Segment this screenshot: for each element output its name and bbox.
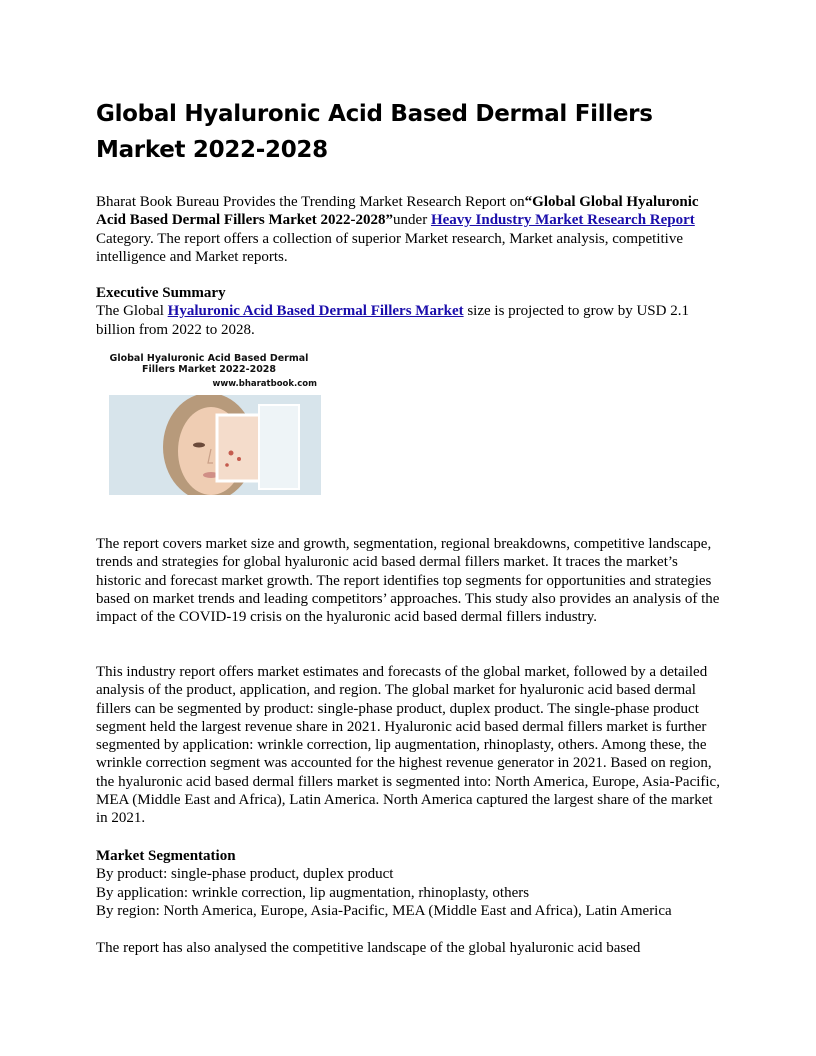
- category-link[interactable]: Heavy Industry Market Research Report: [430, 212, 695, 229]
- intro-paragraph: [96, 193, 724, 266]
- face-illustration: [109, 395, 321, 495]
- page-title: Global Hyaluronic Acid Based Dermal Fillers Market 2022-2028: [96, 101, 653, 163]
- exec-summary-prefix: The Global: [96, 303, 168, 320]
- cover-photo: [109, 395, 321, 495]
- intro-prefix: Bharat Book Bureau Provides the Trending Market Research Report on: [96, 194, 525, 210]
- report-cover-image: [97, 349, 321, 495]
- intro-suffix: Category. The report offers a collection of superior Market research, Market analysis, competitive intelligence and Market reports.: [96, 230, 684, 265]
- segmentation-line: By product: single-phase product, duplex product: [96, 866, 394, 883]
- segmentation-line: By region: North America, Europe, Asia-Pacific, MEA (Middle East and Africa), Latin America: [96, 902, 672, 919]
- analysis-paragraph: [96, 663, 724, 828]
- exec-summary-suffix: size is projected to grow by USD 2.1 billion from 2022 to 2028.: [96, 303, 689, 338]
- cover-url: www.bharatbook.com: [212, 379, 317, 389]
- cover-title: Global Hyaluronic Acid Based Dermal Fillers Market 2022-2028: [109, 353, 309, 375]
- segmentation-line: By application: wrinkle correction, lip augmentation, rhinoplasty, others: [96, 884, 530, 901]
- paragraph-text: This industry report offers market estimates and forecasts of the global market, followed by a detailed analysis of the product, application, and region. The global market for hyaluronic acid based dermal fillers can be segmented by product: single-phase product, duplex product. The single-phase product segment held the largest revenue share in 2021. Hyaluronic acid based dermal fillers market is further segmented by application: wrinkle correction, lip augmentation, rhinoplasty, others. Among these, the wrinkle correction segment was accounted for the highest revenue generator in 2021. Based on region, the hyaluronic acid based dermal fillers market is segmented into: North America, Europe, Asia-Pacific, MEA (Middle East and Africa), Latin America. North America captured the largest share of the market in 2021.: [96, 664, 720, 827]
- executive-summary-section: [96, 284, 724, 339]
- executive-summary-heading: Executive Summary: [96, 285, 226, 301]
- segmentation-heading: Market Segmentation: [96, 848, 236, 864]
- market-link[interactable]: Hyaluronic Acid Based Dermal Fillers Market: [167, 303, 464, 320]
- intro-under: under: [393, 212, 431, 229]
- report-name: “Global Global Hyaluronic Acid Based Dermal Fillers Market 2022-2028”: [96, 194, 699, 229]
- paragraph-text: The report covers market size and growth, segmentation, regional breakdowns, competitive landscape, trends and strategies for global hyaluronic acid based dermal fillers market. It traces the market’s historic and forecast market growth. The report identifies top segments for opportunities and strategies based on market trends and leading competitors’ approaches. This study also provides an analysis of the impact of the COVID-19 crisis on the hyaluronic acid based dermal fillers industry.: [96, 536, 720, 626]
- overview-paragraph: [96, 535, 724, 626]
- closing-paragraph: [96, 939, 724, 957]
- market-segmentation-section: [96, 847, 724, 920]
- paragraph-text: The report has also analysed the competitive landscape of the global hyaluronic acid based: [96, 940, 641, 956]
